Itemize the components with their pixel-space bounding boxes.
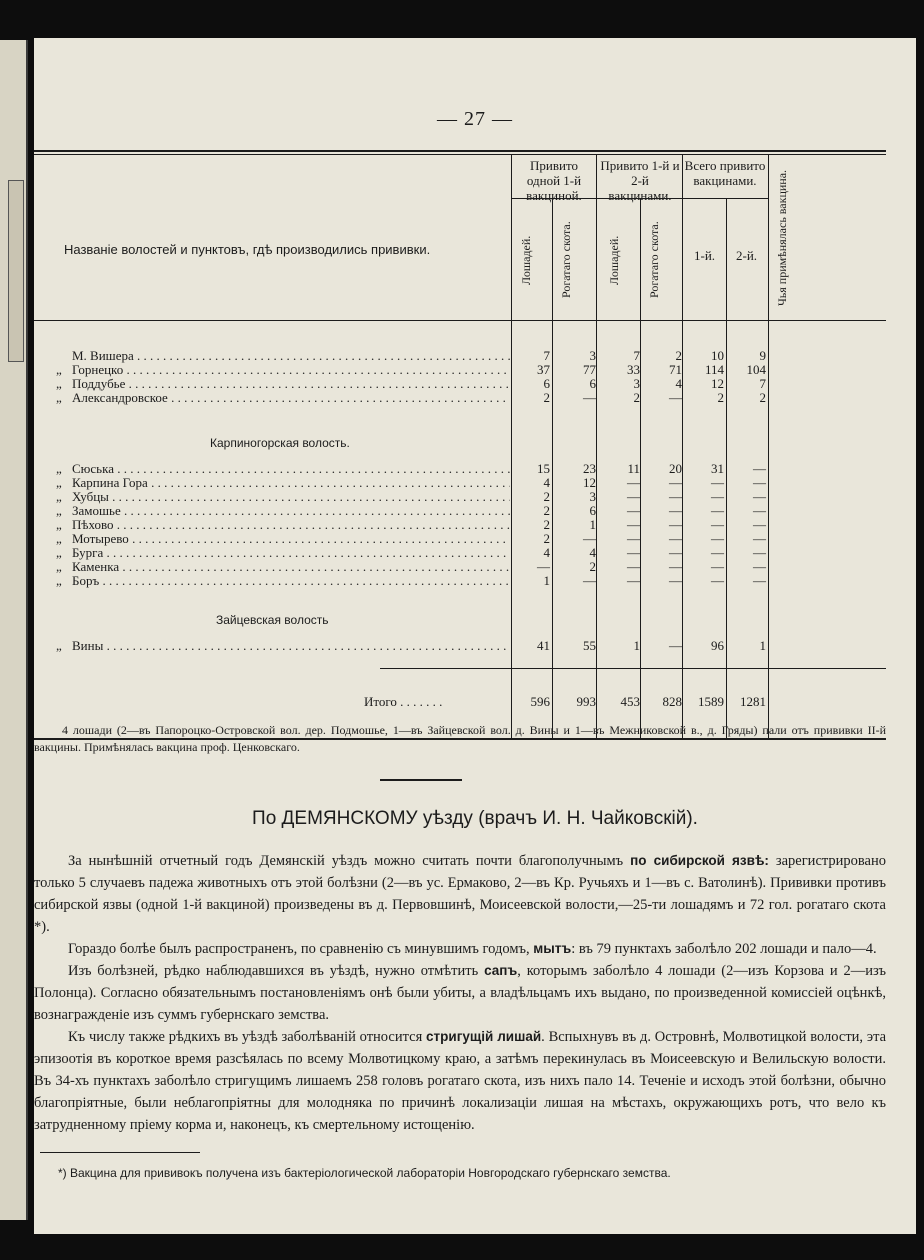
ditto-mark: „: [56, 475, 62, 490]
cell: 7: [759, 376, 766, 391]
header-horses: Лошадей.: [607, 235, 621, 285]
cell: 6: [589, 503, 596, 518]
table-row: [34, 348, 886, 363]
ditto-mark: „: [56, 461, 62, 476]
cell: 1281: [740, 694, 766, 709]
cell: 20: [669, 461, 682, 476]
cell: —: [753, 489, 766, 504]
cell: —: [627, 531, 640, 546]
text-run: Къ числу также рѣдкихъ въ уѣздѣ заболѣваній относится: [68, 1029, 427, 1045]
cell: —: [711, 503, 724, 518]
place-name: Мотырево . . .: [72, 531, 510, 546]
header-second: 2-й.: [736, 248, 758, 263]
cell: 11: [627, 461, 640, 476]
ditto-mark: „: [56, 559, 62, 574]
table-row: [34, 390, 886, 405]
place-name: Бурга . . .: [72, 545, 510, 560]
ditto-mark: „: [56, 545, 62, 560]
table-row: [34, 489, 886, 504]
cell: 71: [669, 362, 682, 377]
footnote-rule: [40, 1152, 200, 1153]
cell: 4: [589, 545, 596, 560]
cell: 2: [675, 348, 682, 363]
cell: —: [669, 503, 682, 518]
ditto-mark: „: [56, 390, 62, 405]
cell: —: [627, 559, 640, 574]
cell: —: [627, 545, 640, 560]
cell: 10: [711, 348, 724, 363]
ditto-mark: „: [56, 638, 62, 653]
place-name: Александровское . . .: [72, 390, 510, 405]
table-top-rule-thin: [34, 154, 886, 155]
cell: 77: [583, 362, 596, 377]
cell: —: [753, 531, 766, 546]
cell: —: [669, 517, 682, 532]
cell: —: [711, 573, 724, 588]
total-row: [34, 694, 886, 709]
paragraph: [34, 938, 886, 960]
section-title: По ДЕМЯНСКОМУ уѣзду (врачъ И. Н. Чайковскій).: [252, 808, 698, 829]
cell: 9: [759, 348, 766, 363]
header-names: Названіе волостей и пунктовъ, гдѣ производились прививки.: [64, 242, 431, 257]
place-name: Хубцы . . .: [72, 489, 510, 504]
table-row: [34, 461, 886, 476]
cell: 7: [633, 348, 640, 363]
cell: —: [627, 489, 640, 504]
cell: 1589: [698, 694, 724, 709]
text-run: За нынѣшній отчетный годъ Демянскій уѣздъ можно считать почти благополучнымъ: [68, 853, 631, 869]
place-name: Поддубье . . .: [72, 376, 510, 391]
cell: —: [669, 559, 682, 574]
ditto-mark: „: [56, 362, 62, 377]
cell: 23: [583, 461, 596, 476]
cell: 2: [543, 517, 550, 532]
cell: —: [583, 531, 596, 546]
cell: 7: [543, 348, 550, 363]
cell: 3: [589, 489, 596, 504]
cell: —: [753, 545, 766, 560]
cell: 104: [746, 362, 766, 377]
emphasis: по сибирской язвѣ:: [630, 853, 769, 868]
cell: —: [669, 475, 682, 490]
cell: —: [583, 390, 596, 405]
cell: 993: [576, 694, 596, 709]
cell: 1: [543, 573, 550, 588]
cell: 96: [711, 638, 724, 653]
cell: 2: [543, 390, 550, 405]
cell: —: [711, 531, 724, 546]
paragraph: [34, 960, 886, 1026]
emphasis: стригущій лишай: [426, 1029, 542, 1044]
cell: —: [711, 517, 724, 532]
emphasis: мытъ: [533, 941, 572, 956]
cell: 55: [583, 638, 596, 653]
cell: 41: [537, 638, 550, 653]
cell: 596: [530, 694, 550, 709]
paragraph: [34, 850, 886, 938]
cell: 4: [675, 376, 682, 391]
text-run: . Вспыхнувъ въ д. Островнѣ, Молвотицкой волости, эта эпизоотія въ короткое время разсѣялась по всему Молвотицкому краю, а затѣмъ перекинулась въ Моисеевскую и Велильскую волости. Въ 34-хъ пунктахъ заболѣло стригущимъ лишаемъ 258 головъ рогатаго скота, изъ нихъ пало 14. Теченіе и исходъ этой болѣзни, обычно благопріятные, были неблагопріятны для молодняка по причинѣ локализаціи лишая на мѣстахъ, окружающихъ ротъ, что вело къ затрудненному пріему корма и, наконецъ, къ смертельному истощенію.: [34, 1029, 887, 1133]
place-name: Карпина Гора . . .: [72, 475, 510, 490]
section-divider: [380, 779, 462, 781]
cell: —: [711, 559, 724, 574]
total-label: Итого . . . . . . .: [364, 694, 443, 709]
table-row: [34, 475, 886, 490]
cell: 6: [543, 376, 550, 391]
place-name: Сюська . . .: [72, 461, 510, 476]
cell: 1: [633, 638, 640, 653]
cell: —: [753, 573, 766, 588]
document-page: [34, 38, 916, 1234]
text-run: , которымъ заболѣло 4 лошади (2—изъ Корзова и 2—изъ Полонца). Согласно обязательнымъ постановленіямъ онѣ были убиты, а владѣльцамъ ихъ выдано, по произведенной комиссіей оцѣнкѣ, вознагражденіе изъ суммъ губернскаго земства.: [34, 963, 886, 1023]
header-cattle: Рогатаго скота.: [559, 221, 573, 299]
cell: —: [753, 475, 766, 490]
book-spine-edge: [0, 40, 28, 1220]
cell: 3: [589, 348, 596, 363]
place-name: Боръ . . .: [72, 573, 510, 588]
cell: —: [627, 517, 640, 532]
cell: 37: [537, 362, 550, 377]
cell: 453: [620, 694, 640, 709]
header-group1: Привито одной 1-й вакциной.: [526, 158, 582, 203]
vaccination-table: [34, 150, 886, 740]
paragraph: [34, 1026, 886, 1136]
place-name: Замошье . . .: [72, 503, 510, 518]
table-row: [34, 559, 886, 574]
cell: 2: [633, 390, 640, 405]
place-name: Горнецко . . .: [72, 362, 510, 377]
cell: —: [753, 517, 766, 532]
text-run: Изъ болѣзней, рѣдко наблюдавшихся въ уѣздѣ, нужно отмѣтить: [68, 963, 485, 979]
cell: —: [627, 573, 640, 588]
header-cattle: Рогатаго скота.: [647, 221, 661, 299]
ditto-mark: „: [56, 376, 62, 391]
cell: 4: [543, 545, 550, 560]
cell: 828: [662, 694, 682, 709]
cell: 2: [759, 390, 766, 405]
cell: —: [627, 503, 640, 518]
page-footnote: *) Вакцина для прививокъ получена изъ бактеріологической лабораторіи Новгородскаго губернскаго земства.: [58, 1166, 671, 1180]
cell: —: [669, 545, 682, 560]
header-group3: Всего привито вакцинами.: [684, 158, 766, 188]
cell: —: [669, 489, 682, 504]
cell: —: [669, 573, 682, 588]
table-row: [34, 638, 886, 653]
cell: 2: [589, 559, 596, 574]
place-name: Пѣхово . . .: [72, 517, 510, 532]
header-bottom-rule: [34, 320, 886, 321]
ditto-mark: „: [56, 531, 62, 546]
cell: 33: [627, 362, 640, 377]
cell: —: [669, 531, 682, 546]
volost-heading: Зайцевская волость: [216, 613, 329, 627]
header-first: 1-й.: [694, 248, 716, 263]
table-row: [34, 573, 886, 588]
ditto-mark: „: [56, 573, 62, 588]
cell: —: [753, 503, 766, 518]
spine-tab: [8, 180, 24, 362]
cell: 1: [759, 638, 766, 653]
cell: 2: [543, 503, 550, 518]
table-row: [34, 362, 886, 377]
table-row: [34, 517, 886, 532]
emphasis: сапъ: [484, 963, 518, 978]
header-group2: Привито 1-й и 2-й вакцинами.: [600, 158, 680, 203]
cell: —: [753, 559, 766, 574]
body-text: [34, 850, 886, 1136]
volost-heading: Карпиногорская волость.: [210, 436, 350, 450]
cell: 114: [704, 362, 724, 377]
total-rule: [380, 668, 886, 669]
table-row: [34, 531, 886, 546]
cell: —: [711, 475, 724, 490]
cell: 1: [589, 517, 596, 532]
cell: —: [711, 545, 724, 560]
table-row: [34, 545, 886, 560]
place-name: Каменка . . .: [72, 559, 510, 574]
text-run: Гораздо болѣе былъ распространенъ, по сравненію съ минувшимъ годомъ,: [68, 941, 534, 957]
cell: —: [669, 638, 682, 653]
page-number: — 27 —: [437, 108, 513, 130]
table-top-rule: [34, 150, 886, 152]
table-row: [34, 376, 886, 391]
cell: —: [711, 489, 724, 504]
cell: 12: [711, 376, 724, 391]
cell: 2: [717, 390, 724, 405]
cell: —: [583, 573, 596, 588]
cell: 31: [711, 461, 724, 476]
cell: 15: [537, 461, 550, 476]
header-horses: Лошадей.: [519, 235, 533, 285]
text-run: : въ 79 пунктахъ заболѣло 202 лошади и пало—4.: [571, 941, 877, 957]
cell: 2: [543, 489, 550, 504]
cell: —: [669, 390, 682, 405]
cell: 2: [543, 531, 550, 546]
cell: 3: [633, 376, 640, 391]
place-name: Вины . . .: [72, 638, 510, 653]
cell: 12: [583, 475, 596, 490]
header-vaccine: Чья примѣнялась вакцина.: [775, 169, 789, 307]
table-row: [34, 503, 886, 518]
table-footnote: 4 лошади (2—въ Папороцко-Островской вол. дер. Подмошье, 1—въ Зайцевской вол. д. Вины и 1—въ Межниковской в., д. Гряды) пали отъ прививки II-й вакцины. Примѣнялась вакцина проф. Ценковскаго.: [34, 723, 886, 754]
cell: —: [627, 475, 640, 490]
cell: 4: [543, 475, 550, 490]
cell: 6: [589, 376, 596, 391]
cell: —: [753, 461, 766, 476]
ditto-mark: „: [56, 489, 62, 504]
place-name: М. Вишера . . .: [72, 348, 510, 363]
ditto-mark: „: [56, 503, 62, 518]
ditto-mark: „: [56, 517, 62, 532]
cell: —: [537, 559, 550, 574]
text-run: зарегистрировано только 5 случаевъ падежа животныхъ отъ этой болѣзни (2—въ ус. Ермаково, 2—въ Кр. Ручьяхъ и 1—въ с. Ватолинѣ). Прививки противъ сибирской язвы (одной 1-й вакциной) произведены въ д. Первовшинѣ, Моисеевской волости,—25-ти лошадямъ и 72 гол. рогатаго скота *).: [34, 853, 886, 935]
